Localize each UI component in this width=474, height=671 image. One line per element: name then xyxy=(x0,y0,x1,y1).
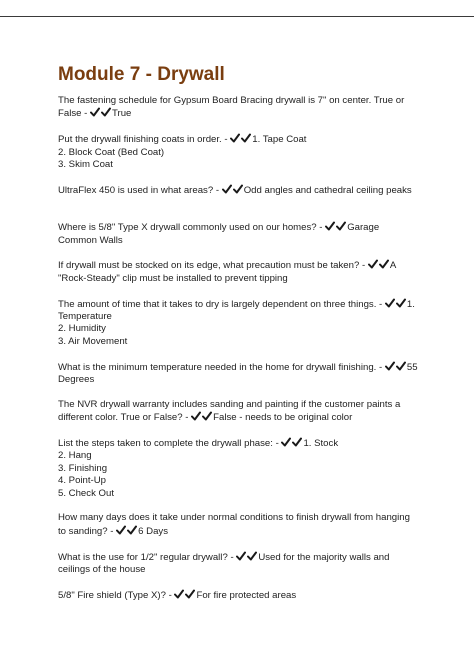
question-text: The fastening schedule for Gypsum Board Bracing drywall is 7" on center. True or False - xyxy=(58,95,405,120)
qa-item xyxy=(58,184,418,197)
answer-text: True xyxy=(112,108,132,120)
check-icon xyxy=(230,133,240,143)
check-icon xyxy=(233,184,243,194)
top-divider xyxy=(0,16,474,17)
check-pair xyxy=(325,222,347,233)
check-icon xyxy=(222,184,232,194)
check-icon xyxy=(247,551,257,561)
check-icon xyxy=(127,525,137,535)
answer-text: 6 Days xyxy=(138,525,168,537)
question-text: UltraFlex 450 is used in what areas? - xyxy=(58,184,220,196)
qa-item xyxy=(58,221,418,247)
check-icon xyxy=(396,361,406,371)
qa-item xyxy=(58,259,418,285)
page-title: Module 7 - Drywall xyxy=(58,64,225,85)
answer-text: 1. Tape Coat xyxy=(252,134,307,146)
check-pair xyxy=(368,260,390,271)
qa-item xyxy=(58,512,418,538)
check-icon xyxy=(379,259,389,269)
answer-line: 2. Hang xyxy=(58,450,92,462)
check-icon xyxy=(292,437,302,447)
answer-line: 5. Check Out xyxy=(58,487,114,499)
answer-line: 2. Humidity xyxy=(58,323,106,335)
question-text: The NVR drywall warranty includes sanding and painting if the customer paints a different color. True or False? - xyxy=(58,398,401,424)
question-text: List the steps taken to complete the drywall phase: - xyxy=(58,438,279,450)
question-text: If drywall must be stocked on its edge, what precaution must be taken? - xyxy=(58,260,366,272)
answer-line: 3. Air Movement xyxy=(58,335,128,347)
check-icon xyxy=(325,221,335,231)
answer-text: Odd angles and cathedral ceiling peaks xyxy=(243,184,412,196)
check-icon xyxy=(202,411,212,421)
qa-list xyxy=(58,95,418,602)
question-text: The amount of time that it takes to dry is largely dependent on three things. - xyxy=(58,298,383,310)
answer-text: False - needs to be original color xyxy=(213,412,353,424)
question-text: What is the use for 1/2" regular drywall? - xyxy=(58,551,234,563)
answer-line: 3. Finishing xyxy=(58,462,108,474)
qa-item xyxy=(58,399,418,425)
question-text: Where is 5/8" Type X drywall commonly used on our homes? - xyxy=(58,222,323,234)
answer-text: 55 Degrees xyxy=(58,361,418,386)
answer-text: Garage Common Walls xyxy=(58,222,380,246)
qa-item xyxy=(58,298,418,349)
check-icon xyxy=(241,133,251,143)
qa-item xyxy=(58,95,418,121)
qa-item xyxy=(58,437,418,500)
check-icon xyxy=(385,361,395,371)
check-icon xyxy=(191,411,201,421)
answer-text: A "Rock-Steady" clip must be installed to prevent tipping xyxy=(58,260,396,284)
question-text: How many days does it take under normal conditions to finish drywall from hanging to sanding? - xyxy=(58,512,410,537)
qa-item xyxy=(58,551,418,577)
document-page xyxy=(58,64,418,615)
question-text: 5/8" Fire shield (Type X)? - xyxy=(58,589,172,601)
answer-line: 4. Point-Up xyxy=(58,475,106,487)
check-icon xyxy=(101,107,111,117)
check-icon xyxy=(385,298,395,308)
check-pair xyxy=(174,590,196,601)
qa-item xyxy=(58,133,418,171)
check-icon xyxy=(174,589,184,599)
question-text: What is the minimum temperature needed in the home for drywall finishing. - xyxy=(58,361,383,373)
answer-text: 1. Temperature xyxy=(58,298,415,323)
check-pair xyxy=(230,134,252,145)
check-pair xyxy=(90,108,112,119)
check-icon xyxy=(236,551,246,561)
answer-text: For fire protected areas xyxy=(196,589,297,601)
check-icon xyxy=(90,107,100,117)
check-icon xyxy=(185,589,195,599)
answer-line: 2. Block Coat (Bed Coat) xyxy=(58,146,165,158)
answer-text: Used for the majority walls and ceilings of the house xyxy=(58,551,390,576)
check-pair xyxy=(116,526,138,537)
answer-text: 1. Stock xyxy=(303,438,339,450)
qa-item xyxy=(58,361,418,387)
check-icon xyxy=(336,221,346,231)
check-pair xyxy=(281,438,303,449)
check-icon xyxy=(281,437,291,447)
check-pair xyxy=(191,412,213,423)
check-icon xyxy=(368,259,378,269)
check-icon xyxy=(116,525,126,535)
check-pair xyxy=(222,185,244,196)
check-pair xyxy=(385,299,407,310)
check-pair xyxy=(385,362,407,373)
qa-item xyxy=(58,589,418,602)
answer-line: 3. Skim Coat xyxy=(58,159,113,171)
question-text: Put the drywall finishing coats in order. - xyxy=(58,134,228,146)
check-pair xyxy=(236,552,258,563)
check-icon xyxy=(396,298,406,308)
